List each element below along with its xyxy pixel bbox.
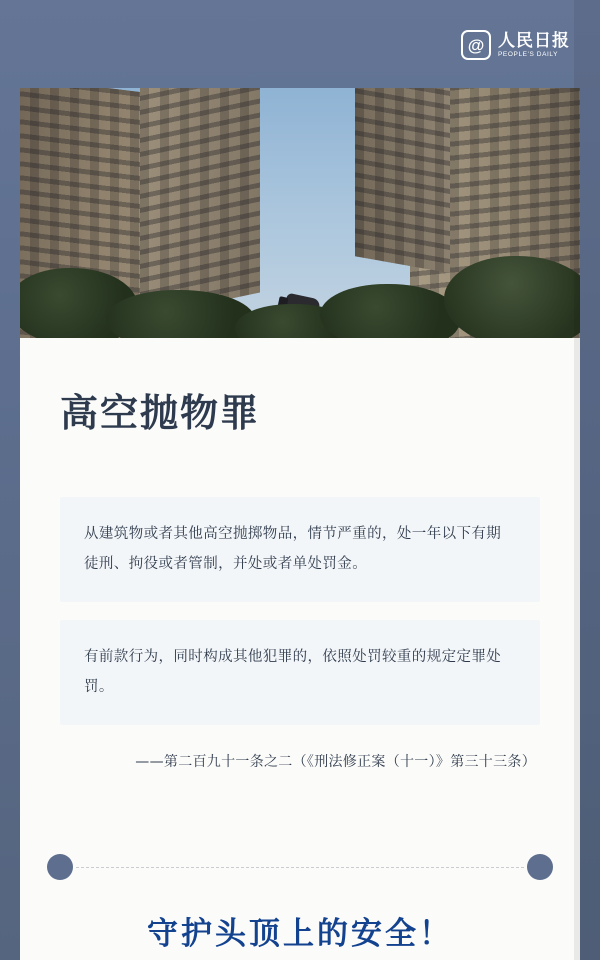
footer-strip <box>20 868 580 960</box>
clause-block <box>60 620 540 725</box>
brand-name-en: PEOPLE'S DAILY <box>498 50 559 58</box>
building-left-second <box>140 88 260 318</box>
tree-foliage <box>444 256 580 338</box>
body-spacer <box>60 771 540 867</box>
page-title: 高空抛物罪 <box>60 393 261 435</box>
brand-name-cn: 人民日报 <box>498 30 570 50</box>
hero-photo <box>20 88 580 338</box>
window-grid-icon <box>140 88 260 318</box>
article-body <box>20 338 580 868</box>
clause-text: 从建筑物或者其他高空抛掷物品，情节严重的，处一年以下有期徒刑、拘役或者管制，并处或者单处罚金。 <box>84 526 502 573</box>
slogan-text: 守护头顶上的安全！ <box>147 915 453 951</box>
window-grid-icon <box>355 88 450 273</box>
building-right-second <box>355 88 450 273</box>
at-logo-icon: @ <box>461 30 491 60</box>
notch-right <box>527 854 553 880</box>
brand-text <box>498 32 570 59</box>
notch-left <box>47 854 73 880</box>
clause-block <box>60 497 540 602</box>
dashed-divider <box>76 867 524 868</box>
clause-text: 有前款行为，同时构成其他犯罪的，依照处罚较重的规定定罪处罚。 <box>84 648 502 696</box>
brand-header <box>461 30 570 60</box>
source-citation: ——第二百九十一条之二（《刑法修正案（十一）》第三十三条） <box>135 753 536 770</box>
content-card <box>20 88 580 960</box>
